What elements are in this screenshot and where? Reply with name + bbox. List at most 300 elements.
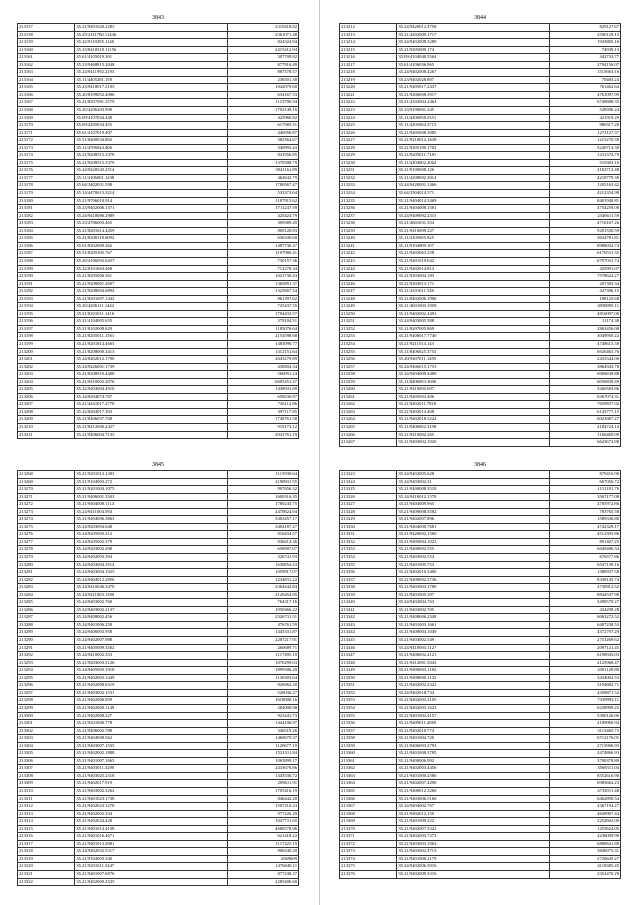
row-id-cell: 213162 bbox=[18, 61, 75, 69]
amount-cell: 346519.26 bbox=[228, 727, 299, 735]
amount-cell: 8552616.90 bbox=[550, 772, 621, 780]
table-row bbox=[340, 772, 621, 780]
amount-cell: 3634781.81 bbox=[550, 235, 621, 243]
reference-cell: 35.21/9404008.562 bbox=[75, 735, 228, 743]
table-row bbox=[340, 637, 621, 645]
reference-cell: 35.22/8101663.468 bbox=[75, 265, 228, 273]
table-row bbox=[18, 689, 299, 697]
reference-cell: 35.21/8406037.708 bbox=[75, 416, 228, 424]
table-row bbox=[340, 416, 621, 424]
table-row bbox=[18, 325, 299, 333]
table-row bbox=[18, 137, 299, 145]
amount-cell: 2190931.55 bbox=[228, 478, 299, 486]
row-id-cell: 213238 bbox=[340, 220, 397, 228]
amount-cell: 4358871.52 bbox=[550, 689, 621, 697]
row-id-cell: 213312 bbox=[18, 803, 75, 811]
amount-cell: 2252602.00 bbox=[550, 818, 621, 826]
reference-cell: 35.21/9208001.2697 bbox=[75, 280, 228, 288]
row-id-cell: 213217 bbox=[340, 61, 397, 69]
table-row bbox=[18, 727, 299, 735]
table-row bbox=[18, 190, 299, 198]
table-row bbox=[18, 318, 299, 326]
table-row bbox=[18, 621, 299, 629]
reference-cell: 35.21/4208002.3014 bbox=[397, 174, 550, 182]
table-row bbox=[18, 644, 299, 652]
data-table bbox=[17, 23, 299, 439]
reference-cell: 35.21/9406017.7740 bbox=[397, 333, 550, 341]
row-id-cell: 213314 bbox=[18, 818, 75, 826]
reference-cell: 35.21/4601031.354 bbox=[397, 220, 550, 228]
reference-cell: 35.21/9404008.1114 bbox=[75, 501, 228, 509]
amount-cell: 846442.28 bbox=[228, 795, 299, 803]
row-id-cell: 213308 bbox=[18, 772, 75, 780]
reference-cell: 35.21/9406003.2793 bbox=[397, 742, 550, 750]
amount-cell: 425960.82 bbox=[228, 114, 299, 122]
reference-cell: 35.21/9401016.4671 bbox=[75, 833, 228, 841]
amount-cell: 2361071.48 bbox=[228, 31, 299, 39]
amount-cell: 997656.32 bbox=[228, 486, 299, 494]
row-id-cell: 213203 bbox=[18, 371, 75, 379]
amount-cell: 421919.29 bbox=[550, 114, 621, 122]
table-row bbox=[340, 393, 621, 401]
amount-cell: 528390.24 bbox=[550, 107, 621, 115]
amount-cell: 1780567.47 bbox=[228, 182, 299, 190]
amount-cell: 6605451.47 bbox=[228, 378, 299, 386]
row-id-cell: 213323 bbox=[340, 471, 397, 479]
reference-cell: 35.21/9401007.1665 bbox=[75, 757, 228, 765]
reference-cell: 35.21/9402003.4456 bbox=[397, 765, 550, 773]
row-id-cell: 213360 bbox=[340, 750, 397, 758]
table-row bbox=[340, 704, 621, 712]
amount-cell: 1021736.43 bbox=[228, 273, 299, 281]
table-row bbox=[18, 606, 299, 614]
amount-cell: 1185076.64 bbox=[228, 325, 299, 333]
reference-cell: 35.21/8201614.4459 bbox=[75, 227, 228, 235]
row-id-cell: 213320 bbox=[18, 863, 75, 871]
table-row bbox=[18, 280, 299, 288]
row-id-cell: 213326 bbox=[340, 493, 397, 501]
table-row bbox=[18, 637, 299, 645]
amount-cell: 783765.58 bbox=[550, 508, 621, 516]
reference-cell: 35.21/8208910.4408 bbox=[75, 371, 228, 379]
row-id-cell: 213340 bbox=[340, 599, 397, 607]
row-id-cell: 213196 bbox=[18, 318, 75, 326]
amount-cell: 6623672.88 bbox=[550, 439, 621, 447]
reference-cell: 35.21/9403003.1063 bbox=[397, 840, 550, 848]
row-id-cell: 213169 bbox=[18, 114, 75, 122]
table-row bbox=[340, 39, 621, 47]
row-id-cell: 213175 bbox=[18, 159, 75, 167]
amount-cell: 667056.72 bbox=[550, 478, 621, 486]
amount-cell: 2326731.51 bbox=[228, 614, 299, 622]
row-id-cell: 213295 bbox=[18, 674, 75, 682]
reference-cell: 35.21/9205011.7181 bbox=[397, 152, 550, 160]
row-id-cell: 213251 bbox=[340, 318, 397, 326]
reference-cell: 35.21/9402014.813 bbox=[397, 265, 550, 273]
table-row bbox=[340, 508, 621, 516]
row-id-cell: 213246 bbox=[340, 280, 397, 288]
reference-cell: 35.24/9403005.588 bbox=[397, 318, 550, 326]
row-id-cell: 213161 bbox=[18, 54, 75, 62]
table-row bbox=[340, 863, 621, 871]
amount-cell: 2569609 bbox=[228, 855, 299, 863]
reference-cell: 35.21/9403002.705 bbox=[397, 606, 550, 614]
row-id-cell: 213268 bbox=[18, 471, 75, 479]
table-row bbox=[340, 848, 621, 856]
table-row bbox=[340, 478, 621, 486]
reference-cell: 35.21/9403025.2318 bbox=[75, 772, 228, 780]
amount-cell: 2346611.59 bbox=[550, 212, 621, 220]
reference-cell: 35.24/9403004.1925 bbox=[75, 569, 228, 577]
amount-cell: 1047731.65 bbox=[228, 818, 299, 826]
table-row bbox=[340, 122, 621, 130]
table-row bbox=[340, 318, 621, 326]
row-id-cell: 213291 bbox=[18, 644, 75, 652]
amount-cell: 6176531.35 bbox=[550, 250, 621, 258]
reference-cell: 35.23/4706003.465 bbox=[75, 220, 228, 228]
row-id-cell: 213350 bbox=[340, 674, 397, 682]
row-id-cell: 213234 bbox=[340, 190, 397, 198]
amount-cell: 4761097.99 bbox=[550, 91, 621, 99]
row-id-cell: 213300 bbox=[18, 712, 75, 720]
row-id-cell: 213344 bbox=[340, 629, 397, 637]
amount-cell: 1899306.20 bbox=[228, 667, 299, 675]
reference-cell: 35.14/4470613.3214 bbox=[75, 190, 228, 198]
row-id-cell: 213352 bbox=[340, 689, 397, 697]
amount-cell: 4236009.90 bbox=[550, 833, 621, 841]
reference-cell: 35.24/9403002.760 bbox=[75, 599, 228, 607]
row-id-cell: 213282 bbox=[18, 576, 75, 584]
row-id-cell: 213332 bbox=[340, 538, 397, 546]
reference-cell: 35.21/9491020.2285 bbox=[75, 24, 228, 32]
reference-cell: 35.21/8207081.2579 bbox=[75, 99, 228, 107]
table-row bbox=[18, 371, 299, 379]
reference-cell: 35.21/9201006.778 bbox=[75, 720, 228, 728]
table-row bbox=[18, 840, 299, 848]
row-id-cell: 213355 bbox=[340, 712, 397, 720]
reference-cell: 35.21/9401000.2580 bbox=[397, 772, 550, 780]
row-id-cell: 213301 bbox=[18, 720, 75, 728]
reference-cell: 35.21/9420002.1560 bbox=[397, 531, 550, 539]
amount-cell: 510303.16 bbox=[550, 159, 621, 167]
row-id-cell: 213327 bbox=[340, 501, 397, 509]
reference-cell: 35.21/9404014.3469 bbox=[397, 197, 550, 205]
amount-cell: 1711247.39 bbox=[228, 205, 299, 213]
table-row bbox=[340, 727, 621, 735]
amount-cell: 824324.94 bbox=[228, 39, 299, 47]
reference-cell: 35.21/8208118.6092 bbox=[75, 235, 228, 243]
amount-cell: 284000.98 bbox=[228, 704, 299, 712]
reference-cell: 35.61/4106036.965 bbox=[397, 61, 550, 69]
table-row bbox=[18, 667, 299, 675]
amount-cell: 526036.27 bbox=[228, 689, 299, 697]
table-row bbox=[340, 644, 621, 652]
row-id-cell: 213166 bbox=[18, 91, 75, 99]
reference-cell: 35.21/9404009.965 bbox=[397, 501, 550, 509]
amount-cell: 1215270.39 bbox=[550, 137, 621, 145]
row-id-cell: 213269 bbox=[18, 478, 75, 486]
table-row bbox=[18, 39, 299, 47]
amount-cell: 5240714.30 bbox=[550, 144, 621, 152]
reference-cell: 35.21/9201004.1075 bbox=[75, 486, 228, 494]
row-id-cell: 213297 bbox=[18, 689, 75, 697]
amount-cell: 6462890.54 bbox=[550, 795, 621, 803]
amount-cell: 260689.71 bbox=[228, 644, 299, 652]
table-row bbox=[340, 386, 621, 394]
amount-cell: 1487736.47 bbox=[228, 242, 299, 250]
reference-cell: 35.21/9410002.265 bbox=[397, 431, 550, 439]
amount-cell: 726112.86 bbox=[228, 401, 299, 409]
reference-cell: 35.21/9402010.3400 bbox=[397, 569, 550, 577]
amount-cell: 6797031.74 bbox=[550, 257, 621, 265]
row-id-cell: 213220 bbox=[340, 84, 397, 92]
amount-cell: 2123968.47 bbox=[550, 659, 621, 667]
table-row bbox=[340, 220, 621, 228]
table-row bbox=[18, 486, 299, 494]
table-row bbox=[18, 878, 299, 886]
reference-cell: 35.21/9402002.4491 bbox=[397, 310, 550, 318]
row-id-cell: 213178 bbox=[18, 182, 75, 190]
reference-cell: 35.21/9402009.3316 bbox=[397, 870, 550, 878]
table-row bbox=[340, 825, 621, 833]
row-id-cell: 213270 bbox=[18, 486, 75, 494]
amount-cell: 1445331.87 bbox=[228, 629, 299, 637]
amount-cell: 446956.87 bbox=[228, 129, 299, 137]
reference-cell: 35.21/4601003.1958 bbox=[397, 303, 550, 311]
reference-cell: 35.21/9203004.183 bbox=[397, 273, 550, 281]
block-3843 bbox=[17, 14, 299, 439]
data-table bbox=[339, 470, 621, 879]
table-row bbox=[340, 340, 621, 348]
reference-cell: 35.11/4200058.2351 bbox=[397, 114, 550, 122]
table-row bbox=[18, 31, 299, 39]
amount-cell: 1942079.60 bbox=[228, 84, 299, 92]
amount-cell: 1476040.11 bbox=[228, 863, 299, 871]
amount-cell: 2109966.94 bbox=[550, 720, 621, 728]
table-row bbox=[340, 674, 621, 682]
row-id-cell: 213338 bbox=[340, 584, 397, 592]
row-id-cell: 213313 bbox=[18, 810, 75, 818]
reference-cell: 35.24/9205003.212 bbox=[75, 531, 228, 539]
table-row bbox=[18, 129, 299, 137]
table-row bbox=[18, 599, 299, 607]
row-id-cell: 213248 bbox=[340, 295, 397, 303]
reference-cell: 35.21/9410002.2076 bbox=[75, 378, 228, 386]
table-row bbox=[340, 682, 621, 690]
row-id-cell: 213318 bbox=[18, 848, 75, 856]
table-row bbox=[340, 174, 621, 182]
reference-cell: 35.24/9402008.4267 bbox=[397, 69, 550, 77]
reference-cell: 35.21/9401005.753 bbox=[397, 561, 550, 569]
row-id-cell: 213186 bbox=[18, 242, 75, 250]
table-row bbox=[340, 129, 621, 137]
row-id-cell: 213345 bbox=[340, 637, 397, 645]
table-row bbox=[340, 697, 621, 705]
reference-cell: 35.21/9401008.3785 bbox=[397, 750, 550, 758]
reference-cell: 35.21/9402000.1149 bbox=[75, 704, 228, 712]
amount-cell: 1234831.22 bbox=[228, 576, 299, 584]
table-row bbox=[18, 114, 299, 122]
table-row bbox=[18, 393, 299, 401]
row-id-cell: 213353 bbox=[340, 697, 397, 705]
table-row bbox=[340, 840, 621, 848]
table-row bbox=[340, 531, 621, 539]
reference-cell: 35.21/9402003.3105 bbox=[397, 697, 550, 705]
amount-cell: 3049950.22 bbox=[550, 333, 621, 341]
table-row bbox=[18, 144, 299, 152]
amount-cell: 1630854.43 bbox=[228, 561, 299, 569]
reference-cell: 35.24/9402018.734 bbox=[397, 689, 550, 697]
table-row bbox=[340, 735, 621, 743]
reference-cell: 35.11/4106001.1238 bbox=[75, 174, 228, 182]
table-row bbox=[340, 471, 621, 479]
row-id-cell: 213303 bbox=[18, 735, 75, 743]
reference-cell: 35.24/9402007.988 bbox=[75, 637, 228, 645]
reference-cell: 35.21/9402002.334 bbox=[75, 810, 228, 818]
table-row bbox=[340, 516, 621, 524]
reference-cell: 35.21/9401000.2179 bbox=[397, 855, 550, 863]
amount-cell: 1120677.19 bbox=[228, 742, 299, 750]
row-id-cell: 213296 bbox=[18, 682, 75, 690]
amount-cell: 11174.38 bbox=[550, 318, 621, 326]
amount-cell: 1515663.16 bbox=[550, 69, 621, 77]
row-id-cell: 213280 bbox=[18, 561, 75, 569]
reference-cell: 35.61/8202009.262 bbox=[75, 242, 228, 250]
amount-cell: 1507216.23 bbox=[228, 803, 299, 811]
row-id-cell: 213192 bbox=[18, 288, 75, 296]
table-row bbox=[18, 122, 299, 130]
amount-cell: 2207217.91 bbox=[228, 637, 299, 645]
amount-cell: 340993.43 bbox=[228, 144, 299, 152]
reference-cell: 35.21/9401002.4157 bbox=[397, 712, 550, 720]
block-3846 bbox=[339, 461, 621, 879]
row-id-cell: 213336 bbox=[340, 569, 397, 577]
table-row bbox=[18, 401, 299, 409]
row-id-cell: 213307 bbox=[18, 765, 75, 773]
table-row bbox=[18, 757, 299, 765]
reference-cell: 35.20/4206203.990 bbox=[75, 107, 228, 115]
table-row bbox=[18, 523, 299, 531]
reference-cell: 35.20/8199052.4086 bbox=[75, 91, 228, 99]
table-row bbox=[18, 833, 299, 841]
amount-cell: 4367194.27 bbox=[550, 803, 621, 811]
reference-cell: 35.21/9408000.1132 bbox=[397, 674, 550, 682]
row-id-cell: 213309 bbox=[18, 780, 75, 788]
table-row bbox=[340, 439, 621, 447]
reference-cell: 35.23/9418017.3105 bbox=[75, 84, 228, 92]
row-id-cell: 213218 bbox=[340, 69, 397, 77]
table-row bbox=[18, 363, 299, 371]
table-row bbox=[18, 182, 299, 190]
table-row bbox=[340, 803, 621, 811]
row-id-cell: 213212 bbox=[340, 24, 397, 32]
table-row bbox=[18, 69, 299, 77]
amount-cell: 1050466.22 bbox=[228, 606, 299, 614]
reference-cell: 35.11/9406002.3198 bbox=[397, 423, 550, 431]
table-row bbox=[18, 159, 299, 167]
table-row bbox=[340, 486, 621, 494]
reference-cell: 35.21/9406002.4121 bbox=[397, 652, 550, 660]
row-id-cell: 213205 bbox=[18, 386, 75, 394]
amount-cell: 1589336.80 bbox=[550, 516, 621, 524]
reference-cell: 35.24/9404009.4489 bbox=[397, 371, 550, 379]
amount-cell: 236501.38 bbox=[228, 76, 299, 84]
amount-cell: 4958095.11 bbox=[550, 303, 621, 311]
amount-cell: 816434.57 bbox=[228, 531, 299, 539]
row-id-cell: 213213 bbox=[340, 31, 397, 39]
table-row bbox=[340, 576, 621, 584]
reference-cell: 35.21/9400002.555 bbox=[397, 546, 550, 554]
reference-cell: 35.21/8102008.629 bbox=[75, 325, 228, 333]
table-row bbox=[340, 242, 621, 250]
reference-cell: 35.24/8204074.787 bbox=[75, 393, 228, 401]
table-row bbox=[18, 863, 299, 871]
reference-cell: 35.22/9404004.4910 bbox=[75, 386, 228, 394]
amount-cell: 906340.20 bbox=[228, 848, 299, 856]
amount-cell: 891407.25 bbox=[550, 538, 621, 546]
amount-cell: 326741.93 bbox=[228, 554, 299, 562]
row-id-cell: 213206 bbox=[18, 393, 75, 401]
row-id-cell: 213173 bbox=[18, 144, 75, 152]
row-id-cell: 213373 bbox=[340, 848, 397, 856]
table-row bbox=[18, 205, 299, 213]
reference-cell: 35.21/9211014.143 bbox=[397, 340, 550, 348]
table-row bbox=[18, 212, 299, 220]
row-id-cell: 213188 bbox=[18, 257, 75, 265]
reference-cell: 35.21/9405008.3085 bbox=[397, 129, 550, 137]
table-row bbox=[340, 780, 621, 788]
reference-cell: 35.21/9203013.171 bbox=[397, 280, 550, 288]
table-row bbox=[340, 114, 621, 122]
row-id-cell: 213239 bbox=[340, 227, 397, 235]
table-row bbox=[340, 720, 621, 728]
row-id-cell: 213168 bbox=[18, 107, 75, 115]
table-row bbox=[18, 91, 299, 99]
amount-cell: 4785972.86 bbox=[550, 501, 621, 509]
data-table bbox=[17, 470, 299, 886]
table-row bbox=[340, 659, 621, 667]
amount-cell: 1943805.16 bbox=[550, 39, 621, 47]
amount-cell: 1460679.37 bbox=[228, 735, 299, 743]
row-id-cell: 213225 bbox=[340, 122, 397, 130]
table-row bbox=[340, 333, 621, 341]
table-row bbox=[340, 689, 621, 697]
row-id-cell: 213322 bbox=[18, 878, 75, 886]
row-id-cell: 213324 bbox=[340, 478, 397, 486]
amount-cell: 7339993.11 bbox=[550, 697, 621, 705]
table-row bbox=[340, 227, 621, 235]
row-id-cell: 213281 bbox=[18, 569, 75, 577]
table-row bbox=[340, 76, 621, 84]
row-id-cell: 213231 bbox=[340, 167, 397, 175]
row-id-cell: 213349 bbox=[340, 667, 397, 675]
table-row bbox=[18, 787, 299, 795]
amount-cell: 4102713.48 bbox=[550, 167, 621, 175]
table-row bbox=[18, 24, 299, 32]
row-id-cell: 213177 bbox=[18, 174, 75, 182]
row-id-cell: 213223 bbox=[340, 107, 397, 115]
table-row bbox=[340, 378, 621, 386]
row-id-cell: 213250 bbox=[340, 310, 397, 318]
reference-cell: 35.24/9418086.2989 bbox=[75, 212, 228, 220]
amount-cell: 1705416.19 bbox=[228, 787, 299, 795]
reference-cell: 35.21/9403006.5166 bbox=[397, 795, 550, 803]
row-id-cell: 213298 bbox=[18, 697, 75, 705]
amount-cell: 2941761.19 bbox=[228, 431, 299, 439]
amount-cell: 712278.34 bbox=[228, 265, 299, 273]
table-row bbox=[18, 614, 299, 622]
table-row bbox=[18, 674, 299, 682]
